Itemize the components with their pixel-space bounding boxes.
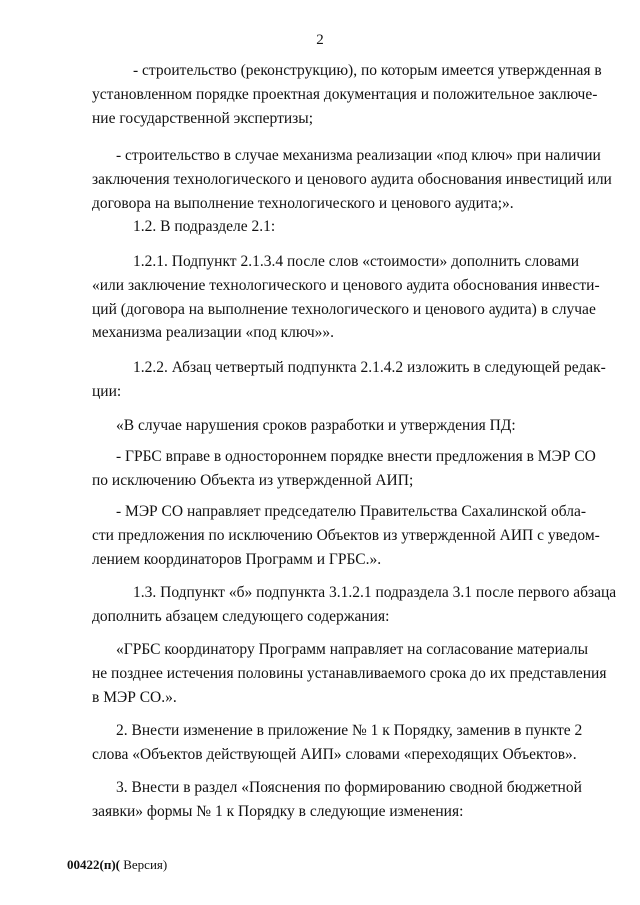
text-line: по исключению Объекта из утвержденной АИП; <box>92 472 414 489</box>
text-line: установленном порядке проектная документация и положительное заключе- <box>92 86 598 103</box>
footer-code: 00422(п)( <box>67 857 120 872</box>
text-line: 2. Внести изменение в приложение № 1 к Порядку, заменив в пункте 2 <box>116 722 583 739</box>
text-line: ций (договора на выполнение технологического и ценового аудита) в случае <box>92 301 596 318</box>
page-number: 2 <box>316 32 324 48</box>
text-line: 3. Внести в раздел «Пояснения по формированию сводной бюджетной <box>116 779 582 796</box>
text-line: «ГРБС координатору Программ направляет на согласование материалы <box>116 641 589 658</box>
text-line: заключения технологического и ценового аудита обоснования инвестиций или <box>92 171 612 188</box>
text-line: 1.2.1. Подпункт 2.1.3.4 после слов «стоимости» дополнить словами <box>133 253 580 270</box>
footer-version: Версия) <box>119 857 168 872</box>
text-line: слова «Объектов действующей АИП» словами «переходящих Объектов». <box>92 746 577 763</box>
document-footer <box>67 857 167 873</box>
text-line: 1.3. Подпункт «б» подпункта 3.1.2.1 подраздела 3.1 после первого абзаца <box>133 584 617 601</box>
text-line: - строительство в случае механизма реализации «под ключ» при наличии <box>116 147 601 164</box>
text-line: ции: <box>92 383 122 400</box>
text-line: заявки» формы № 1 к Порядку в следующие изменения: <box>92 803 464 820</box>
text-line: «или заключение технологического и ценового аудита обоснования инвести- <box>92 277 600 294</box>
text-line: механизма реализации «под ключ»». <box>92 324 335 341</box>
text-line: ние государственной экспертизы; <box>92 110 313 127</box>
text-line: - строительство (реконструкцию), по которым имеется утвержденная в <box>133 62 602 79</box>
text-line: 1.2.2. Абзац четвертый подпункта 2.1.4.2 изложить в следующей редак- <box>133 359 606 376</box>
text-line: 1.2. В подразделе 2.1: <box>133 218 276 235</box>
text-line: сти предложения по исключению Объектов из утвержденной АИП с уведом- <box>92 527 600 544</box>
text-line: договора на выполнение технологического и ценового аудита;». <box>92 195 514 212</box>
text-line: в МЭР СО.». <box>92 689 177 706</box>
text-line: - МЭР СО направляет председателю Правительства Сахалинской обла- <box>116 503 587 520</box>
text-line: не позднее истечения половины устанавливаемого срока до их представления <box>92 665 607 682</box>
text-line: - ГРБС вправе в одностороннем порядке внести предложения в МЭР СО <box>116 448 596 465</box>
text-line: лением координаторов Программ и ГРБС.». <box>92 551 382 568</box>
text-line: дополнить абзацем следующего содержания: <box>92 608 390 625</box>
text-line: «В случае нарушения сроков разработки и утверждения ПД: <box>116 417 516 434</box>
